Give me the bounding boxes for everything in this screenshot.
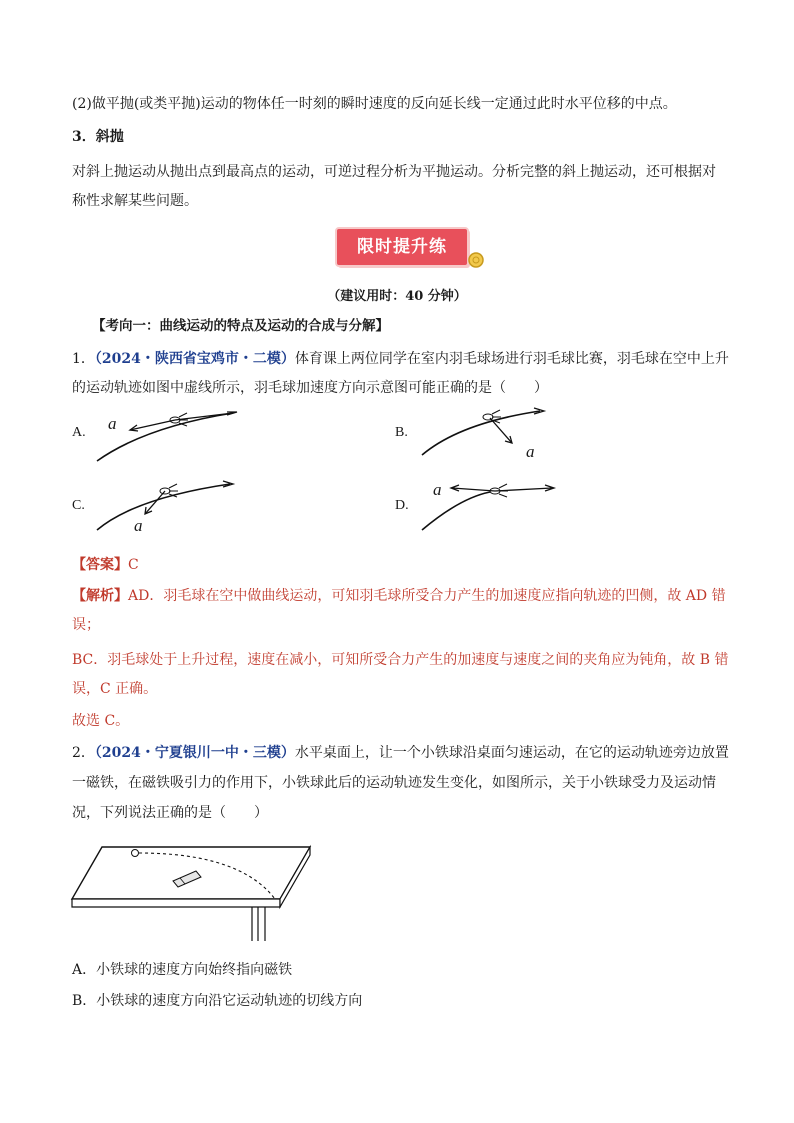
q2-number: 2． bbox=[72, 745, 95, 761]
q1-option-d-symbol: a bbox=[433, 480, 442, 499]
answer-value: C bbox=[128, 557, 139, 573]
q1-conclusion: 故选 C。 bbox=[72, 713, 130, 729]
q1-option-c-diagram bbox=[95, 478, 255, 538]
q1-analysis-line3: BC．羽毛球处于上升过程，速度在减小，可知所受合力产生的加速度与速度之间的夹角应为钝角，故 B 错 bbox=[72, 652, 729, 668]
q1-number: 1． bbox=[72, 351, 95, 367]
q1-analysis-line1 bbox=[72, 586, 726, 606]
analysis-text-1: AD．羽毛球在空中做曲线运动，可知羽毛球所受合力产生的加速度应指向轨迹的凹侧，故 AD 错 bbox=[128, 588, 726, 604]
q1-option-b-diagram bbox=[420, 405, 570, 460]
practice-banner bbox=[336, 228, 476, 268]
q1-analysis-line4: 误，C 正确。 bbox=[72, 681, 158, 697]
q2-line3: 况，下列说法正确的是（ ） bbox=[72, 805, 268, 821]
topic-heading: 【考向一：曲线运动的特点及运动的合成与分解】 bbox=[92, 318, 389, 334]
time-hint: （建议用时：40 分钟） bbox=[327, 289, 467, 304]
shuttlecock-feathers-icon bbox=[499, 484, 508, 497]
shuttlecock-icon bbox=[483, 414, 493, 420]
q1-answer-line bbox=[72, 555, 139, 575]
q1-option-b-letter: B. bbox=[395, 425, 408, 440]
q1-text-1: 体育课上两位同学在室内羽毛球场进行羽毛球比赛，羽毛球在空中上升 bbox=[294, 351, 729, 367]
trajectory-curve bbox=[97, 413, 233, 461]
q2-option-a: A．小铁球的速度方向始终指向磁铁 bbox=[72, 962, 293, 978]
table-front-edge bbox=[72, 899, 280, 907]
q2-option-b: B．小铁球的速度方向沿它运动轨迹的切线方向 bbox=[72, 993, 363, 1009]
q1-option-c-symbol: a bbox=[134, 516, 143, 535]
trajectory-curve bbox=[97, 484, 230, 530]
q2-table-diagram bbox=[70, 843, 320, 943]
q1-source: （2024・陕西省宝鸡市・二模） bbox=[94, 351, 295, 367]
acceleration-arrow bbox=[490, 418, 512, 443]
q1-option-a-symbol: a bbox=[108, 414, 117, 433]
banner-title: 限时提升练 bbox=[357, 237, 447, 257]
q1-option-a-letter: A. bbox=[72, 425, 86, 440]
intro-paragraph-2-line2: 称性求解某些问题。 bbox=[72, 193, 198, 209]
q1-line1 bbox=[72, 349, 729, 369]
trajectory-curve bbox=[422, 411, 540, 455]
q1-option-d-diagram bbox=[420, 478, 580, 538]
q1-analysis-line2: 误； bbox=[72, 617, 100, 633]
q2-line2: 一磁铁，在磁铁吸引力的作用下，小铁球此后的运动轨迹发生变化，如图所示，关于小铁球受力及运动情 bbox=[72, 775, 716, 791]
coin-icon bbox=[469, 253, 483, 267]
section-3-title: 3．斜抛 bbox=[72, 129, 124, 145]
q1-line2: 的运动轨迹如图中虚线所示，羽毛球加速度方向示意图可能正确的是（ ） bbox=[72, 380, 548, 396]
analysis-label: 【解析】 bbox=[72, 588, 128, 604]
q2-source: （2024・宁夏银川一中・三模） bbox=[94, 745, 295, 761]
q1-option-a-diagram bbox=[95, 405, 265, 465]
q1-option-d-letter: D. bbox=[395, 498, 409, 513]
q2-line1 bbox=[72, 743, 729, 763]
q1-option-b-symbol: a bbox=[526, 442, 535, 461]
q1-option-c-letter: C. bbox=[72, 498, 85, 513]
answer-label: 【答案】 bbox=[72, 557, 128, 573]
intro-paragraph-1: (2)做平抛(或类平抛)运动的物体任一时刻的瞬时速度的反向延长线一定通过此时水平位移的中点。 bbox=[72, 96, 677, 112]
q2-text-1: 水平桌面上，让一个小铁球沿桌面匀速运动，在它的运动轨迹旁边放置 bbox=[294, 745, 729, 761]
iron-ball-icon bbox=[132, 850, 139, 857]
intro-paragraph-2-line1: 对斜上抛运动从抛出点到最高点的运动，可逆过程分析为平抛运动。分析完整的斜上抛运动，还可根据对 bbox=[72, 164, 716, 180]
